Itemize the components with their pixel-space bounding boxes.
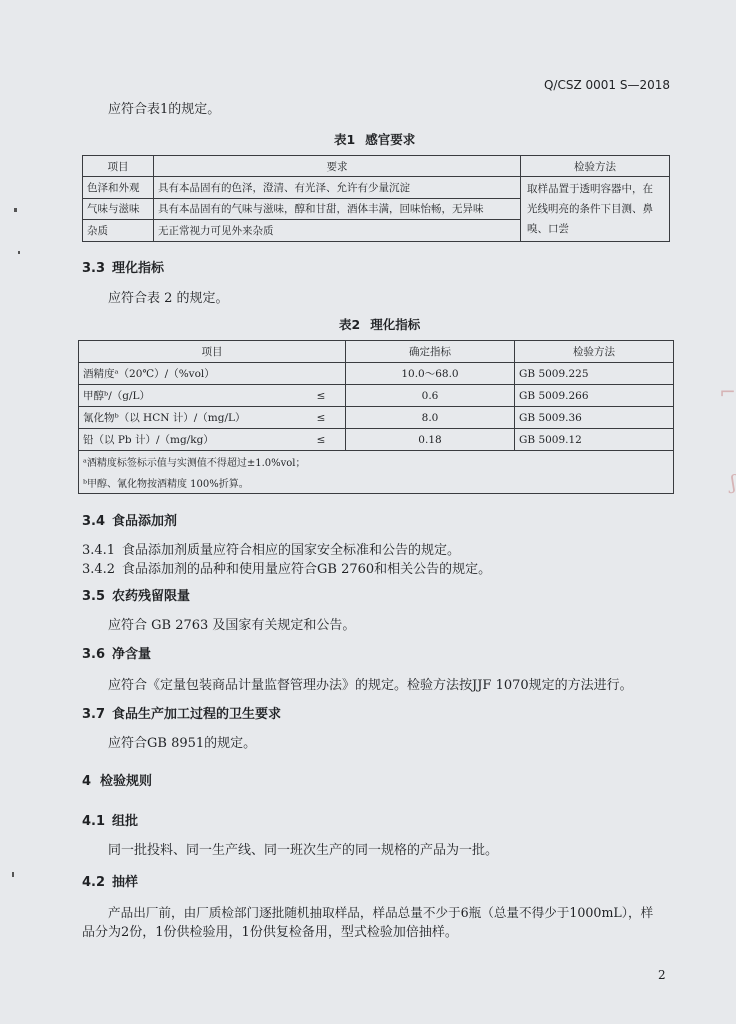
section-title: 净含量 xyxy=(112,647,152,662)
column-header: 检验方法 xyxy=(515,341,674,363)
section-3-3-heading xyxy=(82,257,164,276)
table-cell-value: 10.0～68.0 xyxy=(346,363,515,385)
scan-speck xyxy=(18,251,20,254)
section-number: 3.5 xyxy=(82,589,106,604)
stamp-edge-icon: ʃ xyxy=(730,470,736,494)
section-3-5-heading xyxy=(82,585,190,604)
table-cell-item: 酒精度ᵃ（20℃）/（%vol） xyxy=(79,363,298,385)
section-number: 4.1 xyxy=(82,814,106,829)
section-number: 3.4 xyxy=(82,514,106,529)
clause-3-4-1 xyxy=(82,539,460,558)
table-cell-value: 0.18 xyxy=(346,429,515,451)
physicochemical-table xyxy=(78,340,674,494)
section-4-1-heading xyxy=(82,810,138,829)
intro-line: 应符合表1的规定。 xyxy=(108,102,221,117)
table-cell-symbol xyxy=(297,363,346,385)
table2-caption xyxy=(339,315,420,333)
table-cell-symbol: ≤ xyxy=(297,429,346,451)
column-header: 检验方法 xyxy=(521,156,670,177)
column-header: 确定指标 xyxy=(346,341,515,363)
scan-speck xyxy=(12,872,14,877)
section-4-1-text: 同一批投料、同一生产线、同一班次生产的同一规格的产品为一批。 xyxy=(108,843,499,858)
section-3-7-text: 应符合GB 8951的规定。 xyxy=(108,736,257,751)
section-4-2-heading xyxy=(82,871,138,890)
section-3-6-heading xyxy=(82,643,151,662)
section-title: 农药残留限量 xyxy=(112,589,191,604)
clause-3-4-2 xyxy=(82,558,491,577)
table-cell-method: GB 5009.266 xyxy=(515,385,674,407)
clause-number: 3.4.1 xyxy=(82,543,116,558)
clause-number: 3.4.2 xyxy=(82,562,116,577)
table-row xyxy=(79,385,674,407)
column-header: 要求 xyxy=(154,156,521,177)
section-title: 组批 xyxy=(112,814,139,829)
section-3-5-text: 应符合 GB 2763 及国家有关规定和公告。 xyxy=(108,618,356,633)
table-cell: 具有本品固有的色泽，澄清、有光泽、允许有少量沉淀 xyxy=(154,177,521,199)
table-row xyxy=(83,177,670,199)
section-number: 4.2 xyxy=(82,875,106,890)
table1-caption-title: 感官要求 xyxy=(365,132,416,147)
section-title: 食品添加剂 xyxy=(112,514,178,529)
table1-caption-num: 表1 xyxy=(334,132,356,147)
table-cell-symbol: ≤ xyxy=(297,385,346,407)
section-3-4-heading xyxy=(82,510,177,529)
table-note-row xyxy=(79,472,674,494)
table1-caption xyxy=(334,130,415,148)
table-cell-value: 0.6 xyxy=(346,385,515,407)
section-4-2-line-2: 品分为2份，1份供检验用，1份供复检备用，型式检验加倍抽样。 xyxy=(82,925,458,940)
table-cell: 杂质 xyxy=(83,220,154,242)
table2-caption-num: 表2 xyxy=(339,317,361,332)
section-3-7-heading xyxy=(82,703,281,722)
table-cell-item: 甲醇ᵇ/（g/L） xyxy=(79,385,298,407)
table-row xyxy=(79,363,674,385)
column-header: 项目 xyxy=(79,341,346,363)
table-row xyxy=(79,407,674,429)
table-cell-method: GB 5009.225 xyxy=(515,363,674,385)
sensory-requirements-table xyxy=(82,155,670,242)
table-cell-method: GB 5009.12 xyxy=(515,429,674,451)
table-cell-item: 氰化物ᵇ（以 HCN 计）/（mg/L） xyxy=(79,407,298,429)
page-number: 2 xyxy=(658,968,666,982)
clause-text: 食品添加剂的品种和使用量应符合GB 2760和相关公告的规定。 xyxy=(122,562,492,577)
clause-text: 食品添加剂质量应符合相应的国家安全标准和公告的规定。 xyxy=(122,543,461,558)
table-cell-method: GB 5009.36 xyxy=(515,407,674,429)
column-header: 项目 xyxy=(83,156,154,177)
table-row xyxy=(79,429,674,451)
section-title: 检验规则 xyxy=(100,774,153,789)
section-title: 食品生产加工过程的卫生要求 xyxy=(112,707,282,722)
table-cell-method: 取样品置于透明容器中，在光线明亮的条件下目测、鼻嗅、口尝 xyxy=(521,177,670,242)
section-3-6-text: 应符合《定量包装商品计量监督管理办法》的规定。检验方法按JJF 1070规定的方法进行。 xyxy=(108,678,633,693)
section-number: 3.6 xyxy=(82,647,106,662)
scan-speck xyxy=(14,208,17,212)
section-number: 3.7 xyxy=(82,707,106,722)
table-cell: 色泽和外观 xyxy=(83,177,154,199)
table-cell: 气味与滋味 xyxy=(83,198,154,220)
table-cell-value: 8.0 xyxy=(346,407,515,429)
table-cell: 无正常视力可见外来杂质 xyxy=(154,220,521,242)
table-note: ᵇ甲醇、氰化物按酒精度 100%折算。 xyxy=(79,472,674,494)
standard-code: Q/CSZ 0001 S—2018 xyxy=(543,78,670,92)
section-number: 3.3 xyxy=(82,261,106,276)
table-cell: 具有本品固有的气味与滋味，醇和甘甜，酒体丰满，回味怡畅，无异味 xyxy=(154,198,521,220)
table-header-row xyxy=(83,156,670,177)
stamp-edge-icon: ⌐ xyxy=(719,380,736,404)
table-note: ᵃ酒精度标签标示值与实测值不得超过±1.0%vol； xyxy=(79,451,674,473)
table-cell-symbol: ≤ xyxy=(297,407,346,429)
table-header-row xyxy=(79,341,674,363)
section-title: 理化指标 xyxy=(112,261,165,276)
section-4-2-line-1: 产品出厂前，由厂质检部门逐批随机抽取样品，样品总量不少于6瓶（总量不得少于1000mL），样 xyxy=(108,905,654,920)
section-number: 4 xyxy=(82,774,92,789)
section-3-3-text: 应符合表 2 的规定。 xyxy=(108,291,229,306)
table-note-row xyxy=(79,451,674,473)
table2-caption-title: 理化指标 xyxy=(370,317,421,332)
section-4-heading xyxy=(82,770,152,789)
table-cell-item: 铅（以 Pb 计）/（mg/kg） xyxy=(79,429,298,451)
section-title: 抽样 xyxy=(112,875,139,890)
